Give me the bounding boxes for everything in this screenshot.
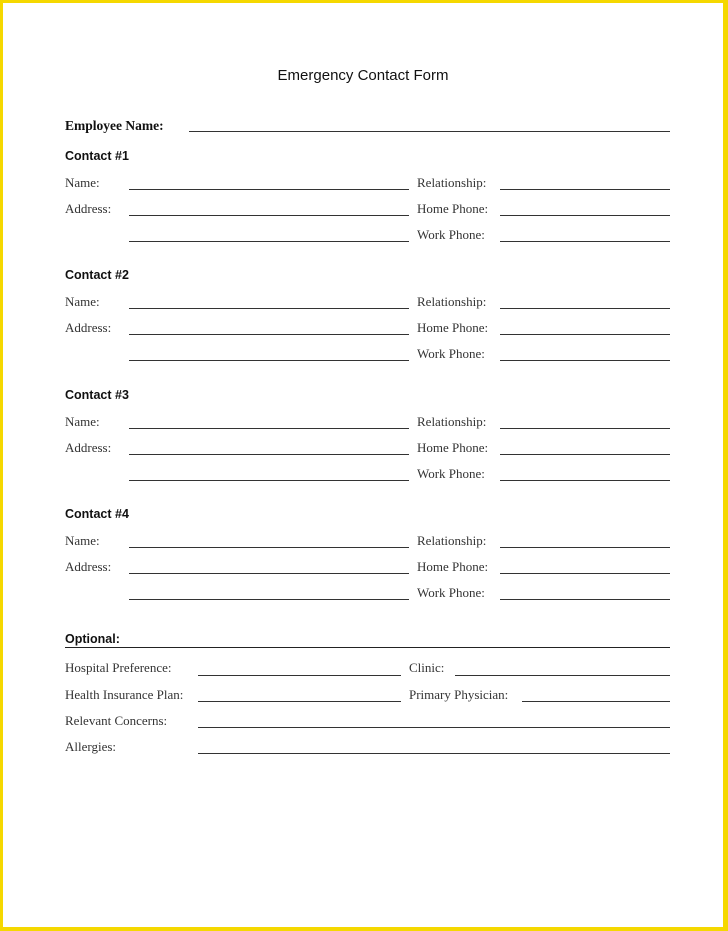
contact-home-phone-label-1: Home Phone: (417, 201, 489, 216)
contact-relationship-label-4: Relationship: (417, 533, 487, 548)
employee-name-line[interactable] (189, 131, 670, 132)
contact-relationship-line-4[interactable] (500, 547, 670, 548)
concerns-line[interactable] (198, 727, 670, 728)
contact-address-line-2-1[interactable] (129, 241, 409, 242)
contact-heading-4: Contact #4 (65, 507, 129, 521)
contact-address-label-2: Address: (65, 320, 112, 335)
insurance-label: Health Insurance Plan: (65, 687, 184, 702)
form-title: Emergency Contact Form (277, 67, 449, 84)
employee-name-label: Employee Name: (65, 118, 164, 133)
contact-relationship-line-2[interactable] (500, 308, 670, 309)
contact-work-phone-line-1[interactable] (500, 241, 670, 242)
contact-work-phone-line-4[interactable] (500, 599, 670, 600)
contact-work-phone-label-1: Work Phone: (417, 227, 485, 242)
contact-home-phone-label-4: Home Phone: (417, 559, 489, 574)
contact-work-phone-label-2: Work Phone: (417, 346, 485, 361)
contact-home-phone-label-3: Home Phone: (417, 440, 489, 455)
contact-name-label-4: Name: (65, 533, 100, 548)
contact-heading-1: Contact #1 (65, 149, 129, 163)
contact-address-line-4[interactable] (129, 573, 409, 574)
contact-name-line-2[interactable] (129, 308, 409, 309)
physician-label: Primary Physician: (409, 687, 509, 702)
contact-home-phone-line-3[interactable] (500, 454, 670, 455)
contact-address-line-2[interactable] (129, 334, 409, 335)
contact-heading-2: Contact #2 (65, 268, 129, 282)
contact-relationship-line-1[interactable] (500, 189, 670, 190)
optional-divider (65, 647, 670, 648)
optional-heading: Optional: (65, 632, 120, 646)
contact-address-line-1[interactable] (129, 215, 409, 216)
contact-heading-3: Contact #3 (65, 388, 129, 402)
allergies-label: Allergies: (65, 739, 117, 754)
contact-name-line-1[interactable] (129, 189, 409, 190)
contact-address-line-3[interactable] (129, 454, 409, 455)
contact-home-phone-label-2: Home Phone: (417, 320, 489, 335)
contact-work-phone-line-3[interactable] (500, 480, 670, 481)
physician-line[interactable] (522, 701, 670, 702)
contact-relationship-label-1: Relationship: (417, 175, 487, 190)
contact-relationship-line-3[interactable] (500, 428, 670, 429)
contact-address-line-2-2[interactable] (129, 360, 409, 361)
form-page (3, 3, 723, 927)
contact-name-line-3[interactable] (129, 428, 409, 429)
contact-name-label-3: Name: (65, 414, 100, 429)
contact-address-line-2-4[interactable] (129, 599, 409, 600)
contact-address-label-1: Address: (65, 201, 112, 216)
contact-name-line-4[interactable] (129, 547, 409, 548)
clinic-line[interactable] (455, 675, 670, 676)
concerns-label: Relevant Concerns: (65, 713, 168, 728)
allergies-line[interactable] (198, 753, 670, 754)
insurance-line[interactable] (198, 701, 401, 702)
contact-work-phone-label-3: Work Phone: (417, 466, 485, 481)
contact-name-label-1: Name: (65, 175, 100, 190)
contact-address-line-2-3[interactable] (129, 480, 409, 481)
contact-address-label-4: Address: (65, 559, 112, 574)
contact-relationship-label-3: Relationship: (417, 414, 487, 429)
contact-home-phone-line-2[interactable] (500, 334, 670, 335)
contact-home-phone-line-4[interactable] (500, 573, 670, 574)
contact-relationship-label-2: Relationship: (417, 294, 487, 309)
hospital-line[interactable] (198, 675, 401, 676)
hospital-label: Hospital Preference: (65, 660, 172, 675)
contact-name-label-2: Name: (65, 294, 100, 309)
contact-home-phone-line-1[interactable] (500, 215, 670, 216)
contact-address-label-3: Address: (65, 440, 112, 455)
clinic-label: Clinic: (409, 660, 445, 675)
contact-work-phone-line-2[interactable] (500, 360, 670, 361)
contact-work-phone-label-4: Work Phone: (417, 585, 485, 600)
